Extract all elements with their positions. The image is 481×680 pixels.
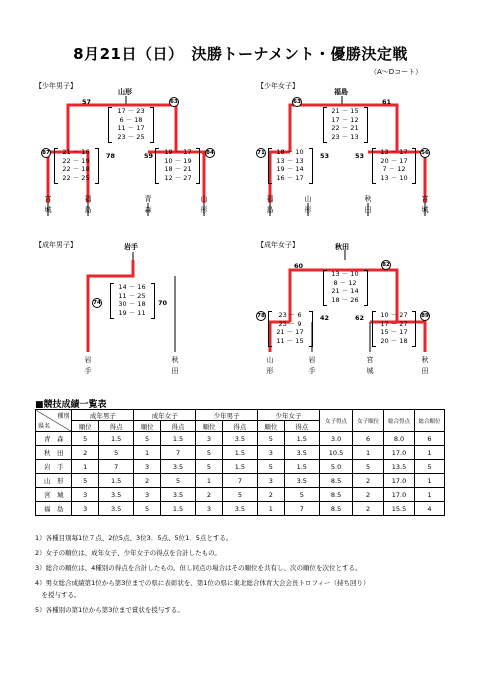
value-cell: 2	[353, 502, 384, 516]
note-item: を授与する。	[35, 591, 81, 599]
value-cell: 17.0	[384, 474, 415, 488]
value-cell: 1	[196, 474, 223, 488]
women-right-circle: 82	[382, 262, 390, 268]
value-cell: 5	[415, 460, 445, 474]
value-cell: 5	[196, 446, 223, 460]
table-row	[36, 488, 445, 502]
section-men-label: 【成年男子】	[35, 241, 77, 249]
women-rr-scores: 10 － 27 17 － 27 15 － 17 20 － 18	[380, 311, 408, 345]
value-cell: 3.5	[98, 502, 133, 516]
value-cell: 1	[415, 488, 445, 502]
value-cell: 3	[72, 502, 99, 516]
value-cell: 8.5	[319, 488, 352, 502]
note-item: 2）女子の順位は、成年女子、少年女子の得点を合計したもの。	[35, 549, 221, 557]
extra-header: 総合順位	[415, 410, 445, 432]
women-rl-number: 62	[355, 314, 365, 322]
value-cell: 3	[258, 446, 285, 460]
extra-header: 総合得点	[384, 410, 415, 432]
boys-center-scores: 17 － 23 6 － 18 11 － 17 23 － 25	[117, 107, 145, 141]
girls-winner: 福島	[334, 88, 348, 96]
table-corner-cell	[36, 410, 72, 432]
value-cell: 5	[160, 474, 195, 488]
boys-right-circle: 63	[170, 99, 178, 105]
value-cell: 3.5	[222, 502, 257, 516]
men-team-2: 秋田	[171, 356, 179, 375]
note-item: 1）各種目別毎1位７点、2位5点、3位3．5点、5位1．5点とする。	[35, 534, 233, 542]
value-cell: 1.5	[160, 502, 195, 516]
section-boys-label: 【少年男子】	[35, 82, 77, 90]
table-row	[36, 432, 445, 446]
value-cell: 1.5	[98, 432, 133, 446]
girls-team-2: 山形	[304, 195, 312, 214]
value-cell: 8.5	[319, 502, 352, 516]
women-team-4: 秋田	[421, 356, 429, 375]
table-row	[36, 474, 445, 488]
value-cell: 1.5	[160, 432, 195, 446]
value-cell: 3	[196, 502, 223, 516]
value-cell: 3.5	[284, 474, 319, 488]
boys-left-number: 57	[82, 98, 92, 106]
value-cell: 1.5	[284, 460, 319, 474]
value-cell: 5	[98, 446, 133, 460]
value-cell: 1.5	[222, 460, 257, 474]
value-cell: 3	[134, 488, 161, 502]
extra-header: 女子順位	[353, 410, 384, 432]
note-item: 3）総合の順位は、4種別の得点を合計したもの。但し同点の場合はその順位を共有し、次の順位を次位とする。	[35, 564, 362, 572]
women-winner: 秋田	[335, 243, 349, 251]
value-cell: 5	[258, 460, 285, 474]
group-header: 少年女子	[258, 410, 320, 421]
girls-rr-bracket-right	[412, 148, 416, 184]
prefecture-cell: 秋 田	[36, 446, 72, 460]
boys-ll-scores: 21 － 16 22 － 19 22 － 18 22 － 25	[62, 148, 90, 182]
notes-list	[35, 533, 370, 620]
girls-rr-scores: 13 － 17 20 － 17 7 － 12 13 － 10	[380, 148, 408, 182]
value-cell: 13.5	[384, 460, 415, 474]
girls-rl-number: 53	[355, 152, 365, 160]
prefecture-cell: 山 形	[36, 474, 72, 488]
value-cell: 7	[160, 446, 195, 460]
boys-rl-number: 59	[144, 152, 154, 160]
table-row	[36, 502, 445, 516]
boys-center-bracket-left	[108, 107, 112, 143]
girls-right-number: 61	[382, 98, 392, 106]
section-women-label: 【成年女子】	[257, 241, 299, 249]
value-cell: 2	[353, 488, 384, 502]
value-cell: 6	[353, 432, 384, 446]
value-cell: 2	[134, 474, 161, 488]
boys-team-2: 福島	[84, 195, 92, 214]
prefecture-cell: 青 森	[36, 432, 72, 446]
results-table	[35, 409, 445, 516]
section-girls-label: 【少年女子】	[257, 82, 299, 90]
girls-ll-scores: 18 － 10 13 － 13 19 － 14 16 － 17	[276, 148, 304, 182]
value-cell: 17.0	[384, 488, 415, 502]
men-team-1: 岩手	[84, 356, 92, 375]
boys-winner: 山形	[118, 88, 132, 96]
value-cell: 3	[134, 460, 161, 474]
women-rr-bracket-right	[412, 311, 416, 347]
value-cell: 7	[98, 460, 133, 474]
value-cell: 15.5	[384, 502, 415, 516]
value-cell: 3.5	[222, 432, 257, 446]
page-title: 8月21日（日） 決勝トーナメント・優勝決定戦	[73, 45, 408, 63]
value-cell: 6	[415, 432, 445, 446]
sub-header: 得点	[284, 421, 319, 432]
value-cell: 3.5	[284, 446, 319, 460]
value-cell: 1.5	[98, 474, 133, 488]
women-center-scores: 13 － 10 8 － 12 21 － 14 18 － 26	[331, 270, 359, 304]
corner-top-label: 種別	[57, 413, 70, 420]
boys-rr-scores: 19 － 17 10 － 19 18 － 21 12 － 27	[164, 148, 192, 182]
value-cell: 5	[258, 432, 285, 446]
table-row	[36, 460, 445, 474]
value-cell: 3.5	[160, 460, 195, 474]
boys-rr-bracket-right	[196, 148, 200, 184]
men-bracket-right	[151, 283, 155, 319]
value-cell: 2	[353, 474, 384, 488]
girls-lr-number: 53	[320, 152, 330, 160]
sub-header: 得点	[160, 421, 195, 432]
value-cell: 5	[353, 460, 384, 474]
girls-rr-circle: 56	[421, 150, 429, 156]
boys-center-bracket-right	[150, 107, 154, 143]
boys-rr-circle: 84	[206, 150, 214, 156]
value-cell: 1	[415, 474, 445, 488]
corner-bottom-label: 県名	[38, 423, 51, 430]
men-left-circle: 74	[93, 300, 101, 306]
value-cell: 3	[196, 432, 223, 446]
value-cell: 3.0	[319, 432, 352, 446]
men-winner: 岩手	[124, 243, 138, 251]
women-rr-circle: 89	[421, 313, 429, 319]
men-right-number: 70	[158, 299, 168, 307]
value-cell: 1	[72, 460, 99, 474]
court-subtitle: （A～Dコート）	[370, 68, 423, 76]
boys-ll-bracket-right	[95, 148, 99, 184]
value-cell: 1	[258, 502, 285, 516]
women-left-number: 60	[294, 262, 304, 270]
value-cell: 1	[353, 446, 384, 460]
prefecture-cell: 福 島	[36, 502, 72, 516]
value-cell: 5	[72, 474, 99, 488]
value-cell: 7	[222, 474, 257, 488]
sub-header: 順位	[258, 421, 285, 432]
value-cell: 1.5	[222, 446, 257, 460]
women-ll-bracket-right	[309, 311, 313, 347]
women-team-3: 宮城	[366, 356, 374, 375]
boys-rr-bracket-left	[155, 148, 159, 184]
girls-left-circle: 63	[293, 99, 301, 105]
value-cell: 5	[222, 488, 257, 502]
girls-team-1: 福島	[266, 195, 274, 214]
value-cell: 2	[258, 488, 285, 502]
girls-center-scores: 21 － 15 17 － 12 22 － 21 23 － 13	[331, 107, 359, 141]
girls-center-bracket-right	[364, 107, 368, 143]
value-cell: 3.5	[98, 488, 133, 502]
girls-ll-bracket-right	[309, 148, 313, 184]
group-header: 成年男子	[72, 410, 134, 421]
value-cell: 2	[72, 446, 99, 460]
value-cell: 2	[196, 488, 223, 502]
value-cell: 8.5	[319, 474, 352, 488]
women-ll-circle: 78	[257, 313, 265, 319]
extra-header: 女子得点	[319, 410, 352, 432]
value-cell: 3.5	[160, 488, 195, 502]
value-cell: 3	[72, 488, 99, 502]
value-cell: 1	[134, 446, 161, 460]
girls-team-4: 宮城	[421, 195, 429, 214]
value-cell: 5	[72, 432, 99, 446]
value-cell: 8.0	[384, 432, 415, 446]
value-cell: 7	[284, 502, 319, 516]
value-cell: 5	[284, 488, 319, 502]
sub-header: 順位	[72, 421, 99, 432]
sub-header: 得点	[222, 421, 257, 432]
value-cell: 5.0	[319, 460, 352, 474]
girls-ll-circle: 71	[257, 150, 265, 156]
prefecture-cell: 岩 手	[36, 460, 72, 474]
boys-ll-circle: 87	[42, 150, 50, 156]
value-cell: 5	[196, 460, 223, 474]
value-cell: 10.5	[319, 446, 352, 460]
value-cell: 5	[134, 502, 161, 516]
sub-header: 得点	[98, 421, 133, 432]
sub-header: 順位	[134, 421, 161, 432]
boys-team-4: 山形	[200, 195, 208, 214]
group-header: 成年女子	[134, 410, 196, 421]
value-cell: 3	[258, 474, 285, 488]
boys-lr-number: 78	[106, 152, 116, 160]
sub-header: 順位	[196, 421, 223, 432]
prefecture-cell: 宮 城	[36, 488, 72, 502]
value-cell: 1.5	[284, 432, 319, 446]
note-item: 4）男女総合成績第1位から第3位までの県に表彰状を、第1位の県に東北総合体育大会会長トロフィー（持ち回り）	[35, 579, 370, 587]
boys-team-1: 宮城	[44, 195, 52, 214]
women-team-1: 山形	[266, 356, 274, 375]
women-lr-number: 42	[320, 314, 330, 322]
value-cell: 5	[134, 432, 161, 446]
table-row	[36, 446, 445, 460]
group-header: 少年男子	[196, 410, 258, 421]
men-scores: 14 － 16 11 － 25 30 － 18 19 － 11	[118, 283, 146, 317]
note-item: 5）各種別の第1位から第3位まで賞状を授与する。	[35, 606, 184, 614]
women-center-bracket-right	[364, 270, 368, 306]
value-cell: 4	[415, 502, 445, 516]
value-cell: 17.0	[384, 446, 415, 460]
boys-team-3: 青森	[144, 195, 152, 214]
women-team-2: 岩手	[308, 356, 316, 375]
results-table-title: ■競技成績一覧表	[35, 400, 107, 410]
girls-team-3: 秋田	[364, 195, 372, 214]
value-cell: 1	[415, 446, 445, 460]
women-ll-scores: 23 － 6 23 － 9 21 － 17 11 － 15	[276, 311, 304, 345]
